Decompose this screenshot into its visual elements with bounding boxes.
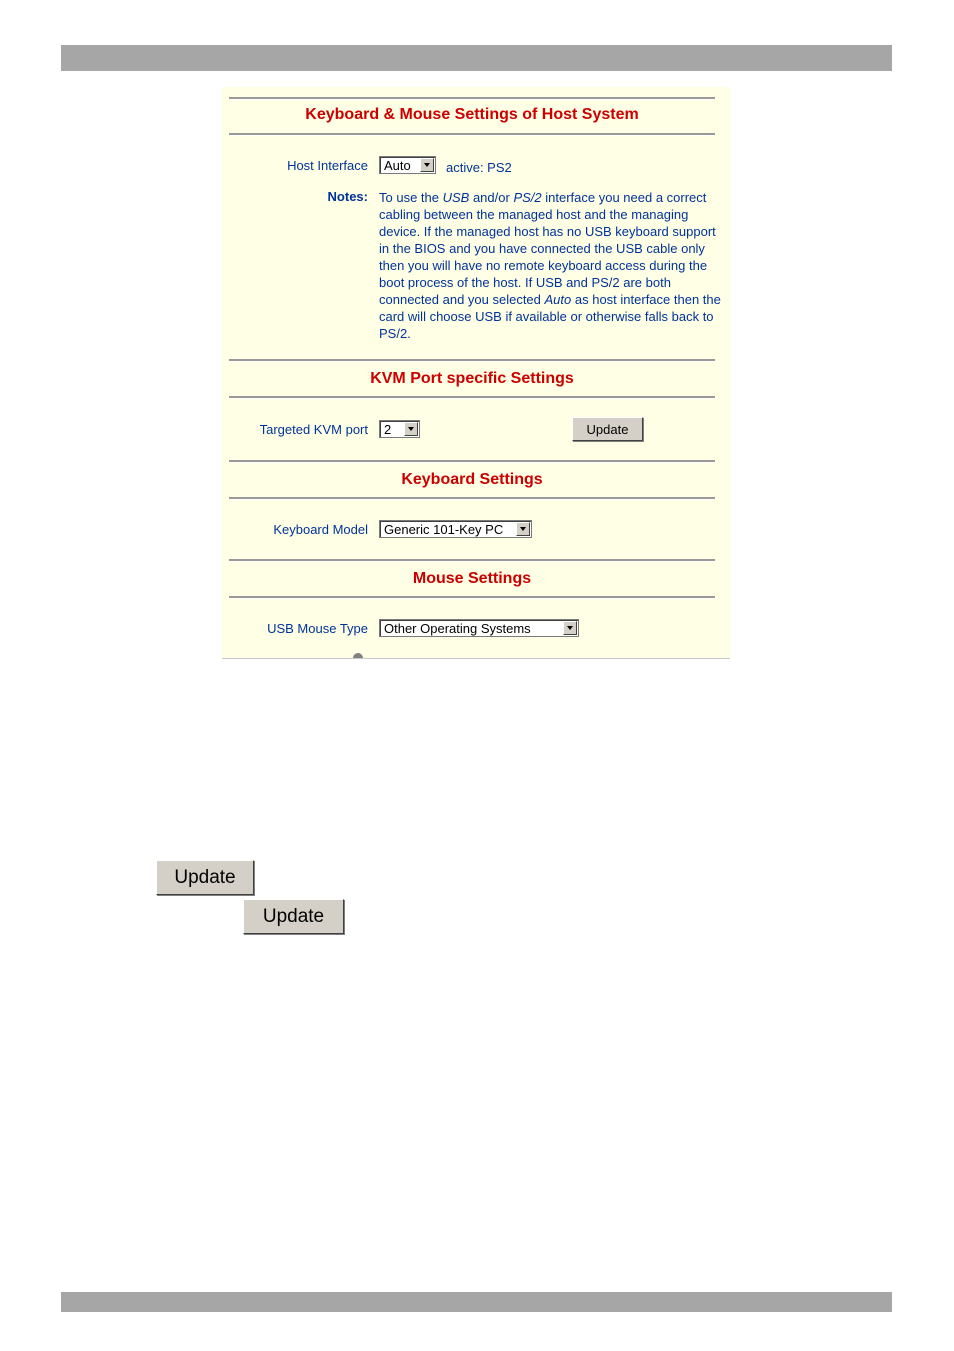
section-title-mouse: Mouse Settings xyxy=(412,570,532,587)
keyboard-model-label: Keyboard Model xyxy=(273,522,368,537)
usb-mouse-value: Other Operating Systems xyxy=(384,621,531,636)
footer-bar xyxy=(61,1292,892,1312)
divider xyxy=(229,396,715,399)
divider xyxy=(229,133,715,136)
chevron-down-icon[interactable] xyxy=(404,422,418,436)
kvm-port-select[interactable] xyxy=(379,420,420,438)
divider xyxy=(229,596,715,599)
section-title-host: Keyboard & Mouse Settings of Host System xyxy=(305,106,639,123)
host-interface-value: Auto xyxy=(384,158,411,173)
header-bar xyxy=(61,45,892,71)
kvm-port-value: 2 xyxy=(384,422,392,437)
update-button-large-secondary[interactable]: Update xyxy=(243,899,344,934)
divider xyxy=(229,460,715,463)
divider xyxy=(229,359,715,362)
notes-text: To use the USB and/or PS/2 interface you need a correct cabling between the managed host and the managing device. If the managed host has no USB keyboard support in the BIOS and you have connected the USB cable only then you will have no remote keyboard access during the boot process of the host. If USB and PS/2 are both connected and you selected Auto as host interface then the card will choose USB if available or otherwise falls back to PS/2. xyxy=(379,190,721,341)
usb-mouse-select[interactable] xyxy=(379,619,579,637)
settings-panel xyxy=(222,87,730,659)
usb-mouse-label: USB Mouse Type xyxy=(267,621,368,636)
notes-label: Notes: xyxy=(327,189,368,204)
chevron-down-icon[interactable] xyxy=(420,158,434,172)
chevron-down-icon[interactable] xyxy=(516,522,530,536)
radio-button[interactable] xyxy=(353,653,363,659)
divider xyxy=(229,559,715,562)
update-button[interactable]: Update xyxy=(572,417,643,441)
keyboard-model-value: Generic 101-Key PC xyxy=(384,522,504,537)
chevron-down-icon[interactable] xyxy=(563,621,577,635)
divider xyxy=(229,97,715,100)
keyboard-model-select[interactable] xyxy=(379,520,532,538)
kvm-port-label: Targeted KVM port xyxy=(259,422,368,437)
update-button-large[interactable]: Update xyxy=(156,860,254,895)
host-interface-label: Host Interface xyxy=(287,158,368,173)
section-title-kvm: KVM Port specific Settings xyxy=(370,370,574,387)
host-interface-select[interactable] xyxy=(379,156,436,174)
section-title-keyboard: Keyboard Settings xyxy=(401,471,543,488)
divider xyxy=(229,497,715,500)
host-interface-status: active: PS2 xyxy=(446,160,512,175)
